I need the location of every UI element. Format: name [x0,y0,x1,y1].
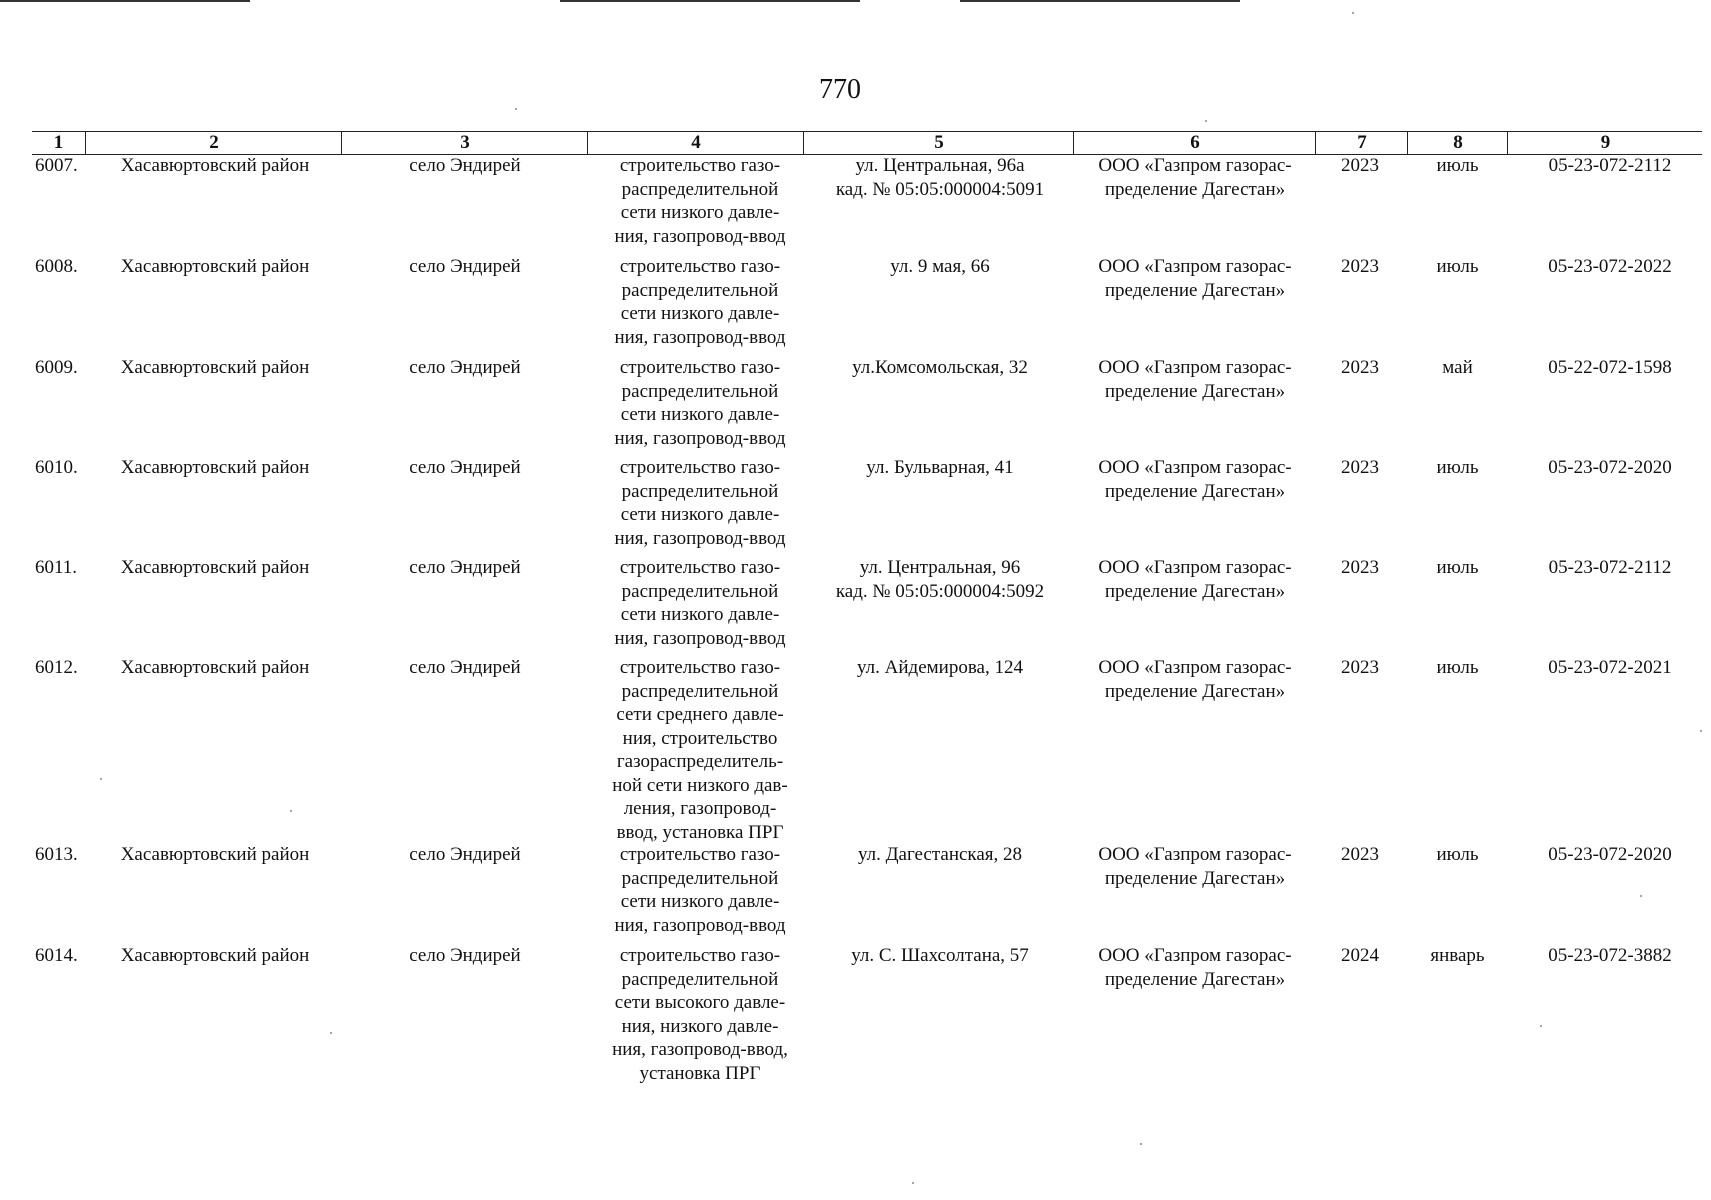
address-cell [812,656,1068,680]
header-col-5: 5 [803,132,1074,154]
year-cell: 2023 [1341,557,1379,578]
scan-speck [1352,12,1354,14]
description-cell-line: ния, газопровод-ввод [614,326,786,348]
address-cell [812,843,1068,867]
scan-speck [1700,730,1702,732]
header-col-4: 4 [587,132,804,154]
organization-cell-line: ООО «Газпром газорас- [1098,844,1292,865]
description-cell-line: распределительной [621,480,779,502]
description-cell [590,656,810,844]
month-cell: июль [1436,657,1479,678]
description-cell-line: сети среднего давле- [616,704,784,725]
scan-speck [515,108,517,110]
description-cell-line: сети низкого давле- [620,604,780,625]
organization-cell [1070,154,1320,201]
district-cell: Хасавюртовский район [120,945,310,966]
month-cell: июль [1436,155,1479,176]
district-cell: Хасавюртовский район [120,357,310,378]
organization-cell [1070,843,1320,890]
scan-speck [912,1182,914,1184]
description-cell-line: сети низкого давле- [620,202,780,223]
address-cell [812,556,1068,603]
organization-cell [1070,356,1320,403]
header-col-8: 8 [1407,132,1508,154]
organization-cell-line: ООО «Газпром газорас- [1098,256,1292,277]
description-cell-line: ния, газопровод-ввод [614,225,786,247]
organization-cell-line: ООО «Газпром газорас- [1098,457,1292,478]
address-cell [812,944,1068,968]
description-cell-line: сети низкого давле- [620,404,780,425]
year-cell: 2023 [1341,657,1379,678]
description-cell-line: ния, газопровод-ввод, [612,1039,788,1060]
description-cell [590,154,810,248]
header-col-2: 2 [85,132,342,154]
description-cell [590,456,810,550]
code-cell: 05-23-072-2112 [1548,155,1672,176]
description-cell-line: распределительной [621,178,779,200]
description-cell-line: строительство газо- [619,844,781,865]
address-cell-line: ул.Комсомольская, 32 [852,357,1028,378]
organization-cell-line: ООО «Газпром газорас- [1098,155,1292,176]
header-col-7: 7 [1315,132,1408,154]
row-number: 6010. [35,457,78,478]
address-cell [812,356,1068,380]
address-cell-line: ул. С. Шахсолтана, 57 [851,945,1029,966]
header-col-6: 6 [1073,132,1316,154]
settlement-cell: село Эндирей [409,557,521,578]
settlement-cell: село Эндирей [409,155,521,176]
description-cell-line: распределительной [621,680,779,702]
organization-cell [1070,556,1320,603]
district-cell: Хасавюртовский район [120,844,310,865]
description-cell [590,843,810,937]
header-col-9: 9 [1507,132,1703,154]
description-cell-line: строительство газо- [619,256,781,277]
description-cell-line: распределительной [621,580,779,602]
description-cell-line: ния, строительство [622,727,778,749]
description-cell-line: ния, газопровод-ввод [614,527,786,549]
scan-speck [330,1032,332,1034]
organization-cell [1070,255,1320,302]
description-cell-line: строительство газо- [619,657,781,678]
address-cell-line: ул. Центральная, 96а [855,155,1025,176]
address-cell-line: ул. Айдемирова, 124 [857,657,1023,678]
organization-cell-line: пределение Дагестан» [1104,380,1286,402]
code-cell: 05-23-072-2021 [1548,657,1672,678]
description-cell [590,556,810,650]
row-number: 6011. [35,557,78,578]
row-number: 6009. [35,357,78,378]
description-cell-line: установка ПРГ [639,1062,761,1084]
district-cell: Хасавюртовский район [120,155,310,176]
month-cell: май [1442,357,1473,378]
month-cell: июль [1436,457,1479,478]
page-number: 770 [819,74,861,105]
description-cell-line: распределительной [621,867,779,889]
district-cell: Хасавюртовский район [120,256,310,277]
description-cell-line: строительство газо- [619,457,781,478]
row-number: 6007. [35,155,78,176]
organization-cell [1070,656,1320,703]
organization-cell-line: пределение Дагестан» [1104,580,1286,602]
description-cell-line: газораспределитель- [616,751,784,772]
address-cell-line: ул. Дагестанская, 28 [857,844,1023,865]
description-cell [590,944,810,1085]
description-cell-line: распределительной [621,968,779,990]
year-cell: 2023 [1341,357,1379,378]
district-cell: Хасавюртовский район [120,557,310,578]
code-cell: 05-23-072-2112 [1548,557,1672,578]
table-header [32,131,1702,155]
year-cell: 2023 [1341,155,1379,176]
organization-cell-line: ООО «Газпром газорас- [1098,357,1292,378]
settlement-cell: село Эндирей [409,457,521,478]
address-cell-line: кад. № 05:05:000004:5091 [835,178,1045,200]
scan-speck [100,778,102,780]
organization-cell [1070,944,1320,991]
header-col-1: 1 [53,132,64,153]
settlement-cell: село Эндирей [409,945,521,966]
year-cell: 2023 [1341,844,1379,865]
settlement-cell: село Эндирей [409,657,521,678]
description-cell-line: строительство газо- [619,557,781,578]
description-cell [590,255,810,349]
description-cell-line: строительство газо- [619,945,781,966]
description-cell-line: сети низкого давле- [620,303,780,324]
settlement-cell: село Эндирей [409,357,521,378]
address-cell-line: ул. Бульварная, 41 [866,457,1014,478]
address-cell-line: ул. Центральная, 96 [859,557,1021,578]
year-cell: 2023 [1341,256,1379,277]
row-number: 6012. [35,657,78,678]
description-cell-line: ления, газопровод- [623,798,777,819]
description-cell-line: распределительной [621,279,779,301]
district-cell: Хасавюртовский район [120,657,310,678]
code-cell: 05-23-072-2022 [1548,256,1672,277]
organization-cell-line: ООО «Газпром газорас- [1098,945,1292,966]
code-cell: 05-23-072-2020 [1548,844,1672,865]
row-number: 6008. [35,256,78,277]
address-cell [812,154,1068,201]
scan-edge-line [560,0,860,2]
code-cell: 05-23-072-3882 [1548,945,1672,966]
description-cell-line: ной сети низкого дав- [612,774,788,796]
scan-edge-line [960,0,1240,2]
description-cell-line: ния, низкого давле- [621,1015,779,1037]
row-number: 6014. [35,945,78,966]
scan-speck [1540,1025,1542,1027]
row-number: 6013. [35,844,78,865]
description-cell-line: ввод, установка ПРГ [616,821,784,843]
scan-speck [1205,120,1207,122]
month-cell: июль [1436,844,1479,865]
organization-cell-line: пределение Дагестан» [1104,968,1286,990]
address-cell-line: ул. 9 мая, 66 [890,256,990,277]
organization-cell-line: пределение Дагестан» [1104,480,1286,502]
month-cell: январь [1430,945,1485,966]
code-cell: 05-23-072-2020 [1548,457,1672,478]
scan-edge-line [0,0,250,2]
year-cell: 2024 [1341,945,1379,966]
description-cell-line: сети низкого давле- [620,504,780,525]
settlement-cell: село Эндирей [409,844,521,865]
organization-cell-line: пределение Дагестан» [1104,680,1286,702]
organization-cell-line: ООО «Газпром газорас- [1098,657,1292,678]
address-cell [812,456,1068,480]
organization-cell-line: пределение Дагестан» [1104,867,1286,889]
description-cell-line: строительство газо- [619,155,781,176]
organization-cell-line: ООО «Газпром газорас- [1098,557,1292,578]
code-cell: 05-22-072-1598 [1548,357,1672,378]
description-cell-line: ния, газопровод-ввод [614,914,786,936]
scan-speck [1140,1143,1142,1145]
address-cell-line: кад. № 05:05:000004:5092 [835,580,1045,602]
description-cell-line: сети низкого давле- [620,891,780,912]
month-cell: июль [1436,256,1479,277]
settlement-cell: село Эндирей [409,256,521,277]
organization-cell-line: пределение Дагестан» [1104,178,1286,200]
address-cell [812,255,1068,279]
scan-speck [1640,895,1642,897]
organization-cell [1070,456,1320,503]
description-cell-line: ния, газопровод-ввод [614,627,786,649]
description-cell-line: распределительной [621,380,779,402]
header-col-3: 3 [341,132,588,154]
year-cell: 2023 [1341,457,1379,478]
description-cell-line: сети высокого давле- [614,992,786,1013]
scan-speck [290,810,292,812]
description-cell [590,356,810,450]
description-cell-line: строительство газо- [619,357,781,378]
district-cell: Хасавюртовский район [120,457,310,478]
month-cell: июль [1436,557,1479,578]
organization-cell-line: пределение Дагестан» [1104,279,1286,301]
description-cell-line: ния, газопровод-ввод [614,427,786,449]
